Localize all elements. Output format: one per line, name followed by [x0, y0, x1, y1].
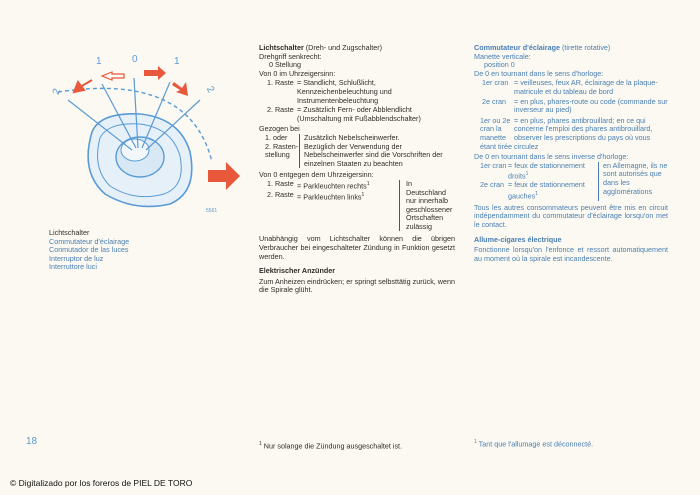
german-title-suffix: (Dreh- und Zugschalter)	[303, 43, 383, 52]
german-stellung0: 0 Stellung	[269, 60, 301, 70]
french-bracket-note: en Allemagne, ils ne sont autorisés que dans les agglomérations	[598, 162, 668, 201]
label-0: 0	[132, 54, 138, 65]
german-rast1-num: 1. Raste	[267, 78, 294, 88]
german-rast1-text: = Standlicht, Schlußlicht, Kennzeichenbeleuchtung und Instrumentenbeleuchtung	[297, 78, 392, 105]
french-footnote	[474, 438, 593, 449]
arrow-right-icon	[144, 66, 166, 80]
german-nebel1: Zusätzlich Nebelscheinwerfer.	[304, 132, 400, 142]
french-allume-text: Fonctionne lorsqu'on l'enfonce et ressort automatiquement au moment où la spirale est incandescente.	[474, 245, 668, 263]
french-cran1: 1er cran	[482, 78, 509, 88]
pull-arrow-icon	[208, 162, 240, 190]
german-oder: 1. oder	[265, 132, 288, 142]
french-allume-title: Allume-cigares électrique	[474, 234, 562, 244]
french-position0: position 0	[484, 60, 515, 70]
french-footnote-text: Tant que l'allumage est déconnecté.	[478, 439, 594, 449]
label-2-right: 2	[203, 84, 217, 95]
page-number: 18	[26, 436, 38, 447]
german-park2-text: = Parkleuchten links	[297, 192, 362, 202]
arrow-left-outline-icon	[102, 72, 124, 80]
caption-it: Interruttore luci	[49, 262, 97, 272]
french-inv1-sup: 1	[525, 171, 529, 178]
french-inverse: De 0 en tournant dans le sens inverse d'horloge:	[474, 152, 629, 162]
french-title: Commutateur d'éclairage	[474, 43, 560, 52]
german-raststellung: 2. Rasten-stellung	[265, 141, 299, 160]
french-tiree-text: = en plus, phares antibrouillard; en ce qui concerne l'emploi des phares antibrouillard, observer les prescriptions du pays où vous circulez	[514, 115, 653, 151]
credit-text: © Digitalizado por los foreros de PIEL DE TORO	[10, 478, 193, 488]
label-1-right: 1	[174, 56, 180, 67]
french-cran2: 2e cran	[482, 96, 506, 106]
german-drehgriff: Drehgriff senkrecht:	[259, 51, 322, 61]
german-von0: Von 0 im Uhrzeigersinn:	[259, 68, 336, 78]
german-anz-title: Elektrischer Anzünder	[259, 266, 336, 276]
german-bracket-note: In Deutschland nur innerhalb geschlossener Ortschaften zulässig	[399, 180, 450, 232]
french-inv1: 1er cran	[480, 160, 507, 170]
french-cran2-text: = en plus, phares-route ou code (commande sur inverseur au pied)	[514, 96, 668, 115]
caption-es: Conmutador de las luces	[49, 245, 129, 255]
figure-ref-number: 5561	[206, 208, 218, 214]
german-footnote-text: Nur solange die Zündung ausgeschaltet ist.	[263, 441, 403, 451]
arrow-right-down-icon	[172, 82, 188, 96]
german-nebel2: Bezüglich der Verwendung der Nebelscheinwerfer sind die Vorschriften der einzelnen Staaten zu beachten	[304, 141, 443, 168]
german-gezogen: Gezogen bei	[259, 124, 300, 134]
german-park1-num: 1. Raste	[267, 178, 294, 188]
german-park1-text: = Parkleuchten rechts	[297, 181, 367, 191]
french-footnote-mark: 1	[474, 439, 477, 445]
german-rast2-num: 2. Raste	[267, 105, 294, 115]
caption-es2: Interruptor de luz	[49, 253, 104, 263]
caption-de: Lichtschalter	[49, 228, 90, 237]
label-2-left: 2	[50, 87, 64, 97]
french-inv2-sup: 1	[535, 190, 538, 197]
german-park1-sup: 1	[366, 180, 370, 187]
figure-captions	[49, 229, 219, 272]
french-tous: Tous les autres consommateurs peuvent être mis en circuit indépendamment du commutateur d'éclairage lorsqu'on met le contact.	[474, 202, 668, 230]
german-column	[259, 44, 455, 295]
french-column	[474, 44, 668, 263]
arrow-left-icon	[74, 80, 92, 92]
caption-fr: Commutateur d'éclairage	[49, 236, 130, 246]
german-anz-text: Zum Anheizen eindrücken; er springt selbsttätig zurück, wenn die Spirale glüht.	[259, 276, 455, 295]
french-inv1-text: = feux de stationnement droits	[508, 160, 585, 181]
french-inv2-text: = feux de stationnement gauches	[508, 180, 585, 201]
german-entgegen: Von 0 entgegen dem Uhrzeigersinn:	[259, 170, 374, 180]
french-de0: De 0 en tournant dans le sens d'horloge:	[474, 68, 604, 78]
german-unabh: Unabhängig vom Lichtschalter können die übrigen Verbraucher bei eingeschalteter Zündung in Funktion gesetzt werden.	[259, 234, 455, 261]
french-cran1-text: = veilleuses, feux AR, éclairage de la plaque-matricule et du tableau de bord	[514, 78, 658, 96]
french-tiree: 1er ou 2e cran la manette étant tirée	[480, 115, 512, 151]
german-park2-sup: 1	[361, 191, 365, 198]
german-park2-num: 2. Raste	[267, 189, 294, 199]
light-switch-illustration	[40, 52, 250, 222]
french-title-suffix: (tirette rotative)	[560, 43, 611, 52]
german-footnote	[259, 440, 402, 451]
german-title: Lichtschalter	[259, 43, 304, 52]
label-1-left: 1	[96, 56, 102, 67]
german-footnote-mark: 1	[259, 441, 262, 447]
french-inv2: 2e cran	[480, 180, 504, 190]
french-manette: Manette verticale:	[474, 51, 531, 61]
german-rast2-text: = Zusätzlich Fern- oder Abblendlicht (Umschaltung mit Fußabblendschalter)	[297, 105, 421, 123]
